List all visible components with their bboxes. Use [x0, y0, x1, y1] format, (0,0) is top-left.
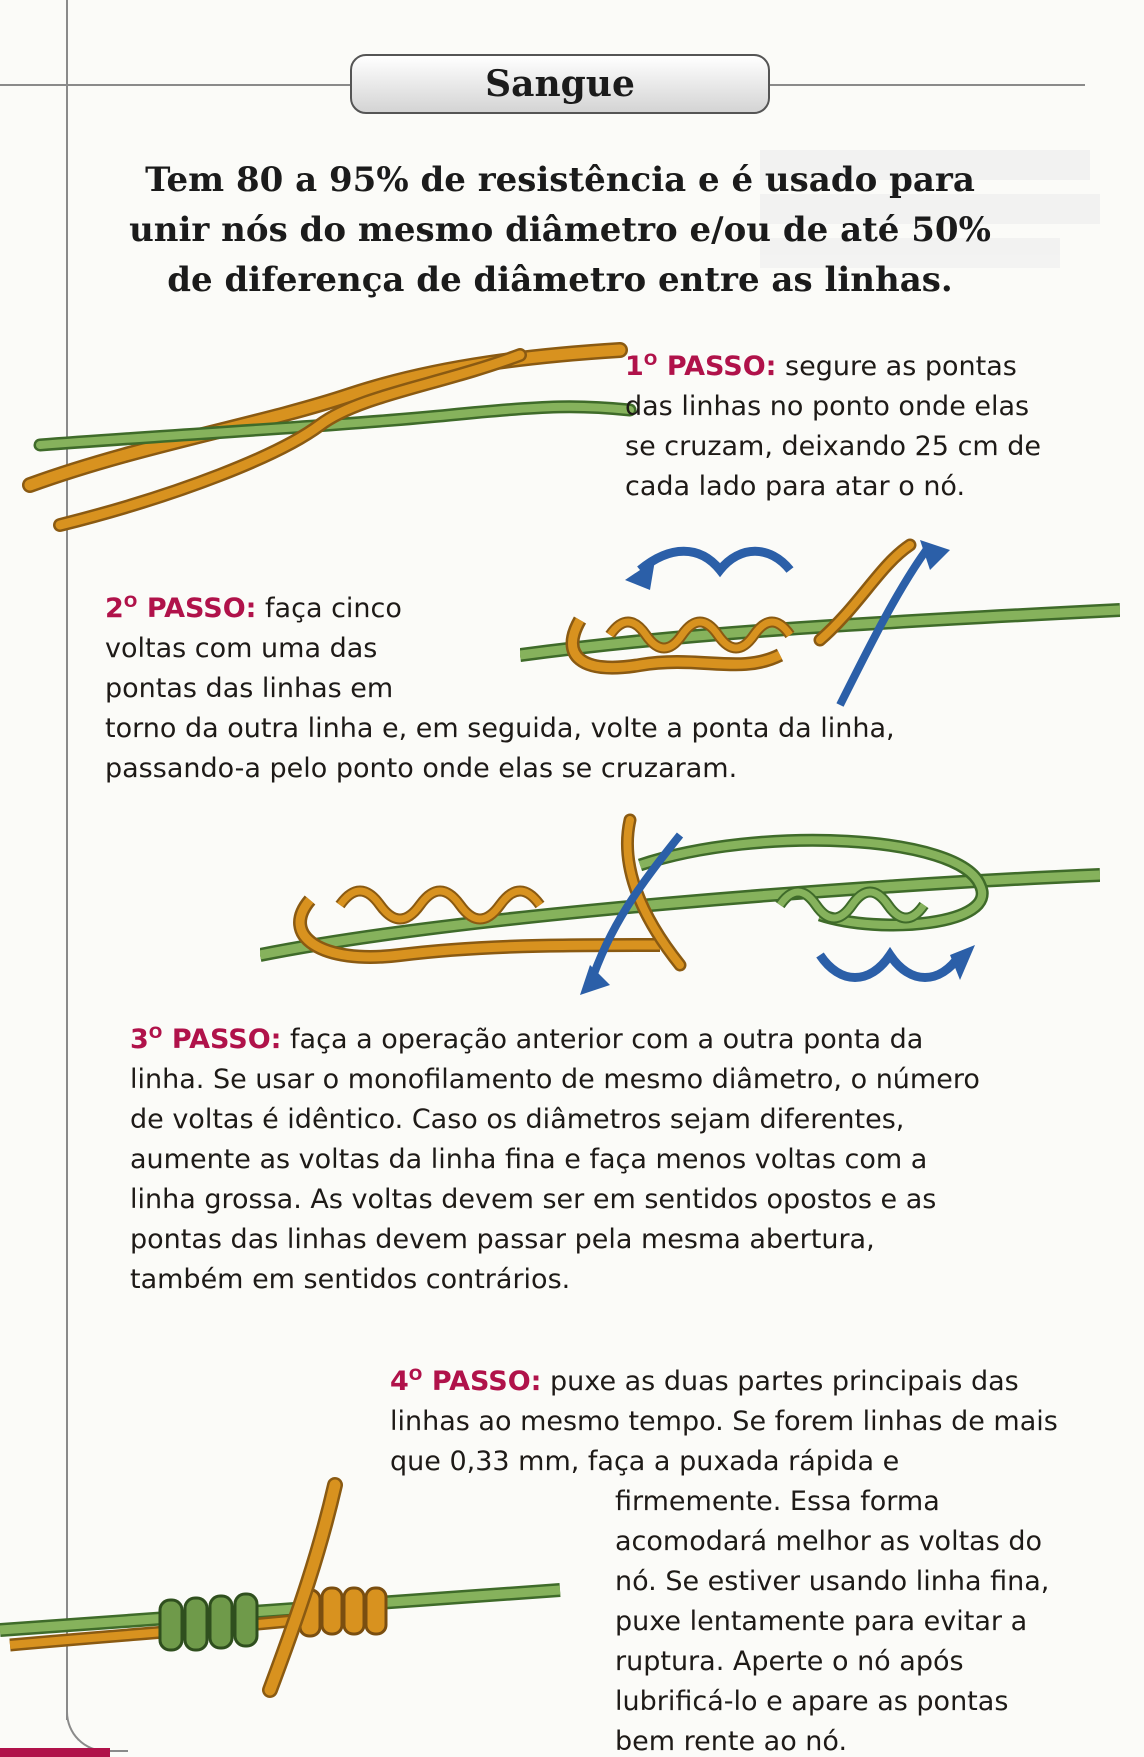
step-2-text: faça cinco voltas com uma das pontas das linhas em torno da outra linha e, em seguida, volte a ponta da linha, passando-a pelo ponto onde elas se cruzaram. [105, 593, 895, 784]
step-4 [390, 1355, 1070, 1757]
step-1-illustration [20, 335, 640, 535]
page-title: Sangue [485, 63, 635, 105]
step-3-text: faça a operação anterior com a outra ponta da linha. Se usar o monofilamento de mesmo diâmetro, o número de voltas é idêntico. Caso os diâmetros sejam diferentes, aumente as voltas da linha fina e faça menos voltas com a linha grossa. As voltas devem ser em sentidos opostos e as pontas das linhas devem passar pela mesma abertura, também em sentidos contrários. [130, 1024, 980, 1295]
step-2 [105, 582, 965, 789]
accent-bar [0, 1748, 110, 1757]
step-1-text: segure as pontas das linhas no ponto onde elas se cruzam, deixando 25 cm de cada lado para atar o nó. [625, 351, 1042, 502]
step-1-label: $1^O$ PASSO: [625, 350, 777, 382]
title-box [350, 54, 770, 114]
step-2-first-lines [105, 582, 965, 789]
step-3 [130, 1013, 990, 1300]
intro-text: Tem 80 a 95% de resistência e é usado para unir nós do mesmo diâmetro e/ou de até 50% de diferença de diâmetro entre as linhas. [129, 160, 991, 300]
step-4-float-spacer [390, 1515, 615, 1725]
step-2-float-spacer [465, 582, 965, 700]
step-4-text: puxe as duas partes principais das linhas ao mesmo tempo. Se forem linhas de mais que 0,33 mm, faça a puxada rápida e firmemente. Essa forma acomodará melhor as voltas do nó. Se estiver usando linha fina, puxe lentamente para evitar a ruptura. Aperte o nó após lubrificá-lo e apare as pontas bem rente ao nó. [390, 1366, 1058, 1757]
step-3-illustration [260, 805, 1100, 1005]
step-1 [625, 340, 1065, 507]
left-rule [66, 0, 68, 1720]
step-3-label: $3^O$ PASSO: [130, 1023, 282, 1055]
step-4-label: $4^O$ PASSO: [390, 1365, 542, 1397]
step-2-label: $2^O$ PASSO: [105, 592, 257, 624]
